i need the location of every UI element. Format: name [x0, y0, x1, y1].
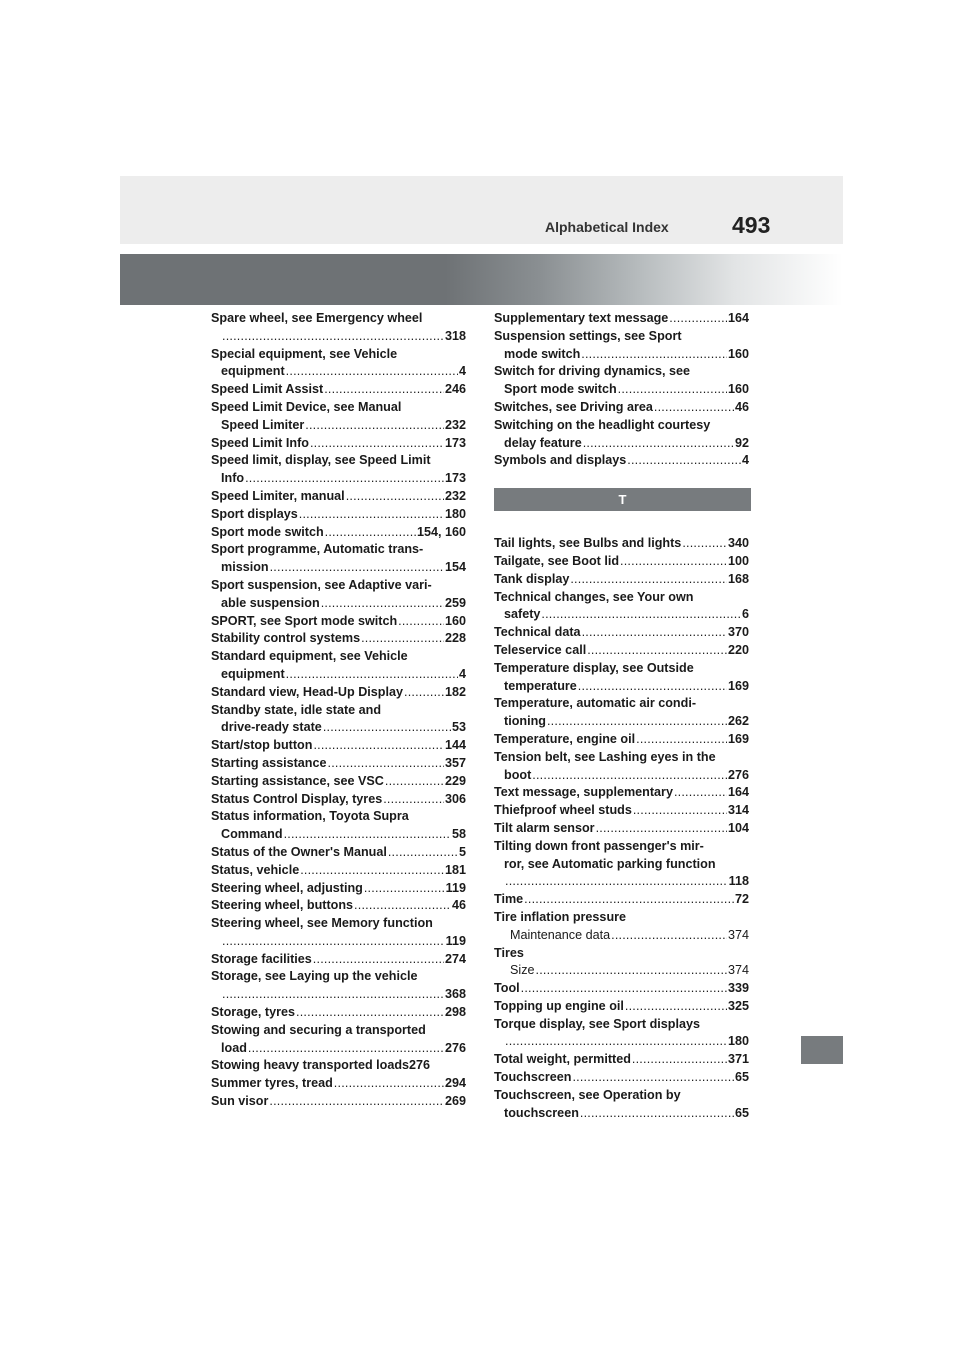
- dot-leader: [404, 684, 444, 702]
- index-entry: [211, 648, 466, 684]
- index-subentry: [494, 962, 749, 980]
- index-page-ref: 325: [727, 998, 749, 1013]
- dot-leader: [269, 1093, 444, 1111]
- dot-leader: [346, 488, 444, 506]
- index-entry-text: Tool: [494, 981, 520, 996]
- index-page-ref: 65: [734, 1070, 749, 1085]
- index-entry-text: Tire inflation pressure: [494, 909, 627, 924]
- dot-leader: [286, 666, 458, 684]
- index-entry: [211, 630, 466, 648]
- index-entry: [494, 802, 749, 820]
- dot-leader: [310, 435, 444, 453]
- index-entry-text: equipment: [221, 364, 285, 379]
- index-page-ref: 58: [451, 827, 466, 842]
- index-entry-text: temperature: [504, 678, 577, 693]
- index-entry-text: Temperature, engine oil: [494, 731, 636, 746]
- index-entry-text: Starting assistance, see VSC: [211, 773, 384, 788]
- index-page-ref: 4: [458, 666, 466, 681]
- index-entry-text: Switches, see Driving area: [494, 399, 653, 414]
- index-entry-text: Sport suspension, see Adaptive vari-: [211, 577, 432, 592]
- index-entry: [211, 808, 466, 844]
- index-entry-text: Stability control systems: [211, 631, 361, 646]
- dot-leader: [313, 737, 444, 755]
- dot-leader: [321, 595, 444, 613]
- index-entry-text: Temperature, automatic air condi-: [494, 696, 697, 711]
- index-page-ref: 246: [444, 382, 466, 397]
- index-page-ref: 92: [734, 435, 749, 450]
- dot-leader: [547, 713, 727, 731]
- index-entry-text: Topping up engine oil: [494, 998, 624, 1013]
- dot-leader: [596, 820, 727, 838]
- index-entry-text: Standard equipment, see Vehicle: [211, 649, 408, 664]
- index-page-ref: 228: [444, 631, 466, 646]
- index-entry: [494, 980, 749, 998]
- header-gradient-band: [120, 254, 843, 305]
- index-entry: [494, 399, 749, 417]
- dot-leader: [328, 755, 444, 773]
- index-entry: [494, 417, 749, 453]
- dot-leader: [587, 642, 727, 660]
- index-entry-text: Stowing and securing a transported: [211, 1022, 426, 1037]
- index-page-ref: 100: [727, 553, 749, 568]
- index-page-ref: 53: [451, 720, 466, 735]
- index-entry: [211, 968, 466, 1004]
- page-number: 493: [732, 212, 771, 238]
- index-entry: [211, 1075, 466, 1093]
- index-page-ref: 339: [727, 981, 749, 996]
- index-entry: [494, 363, 749, 399]
- index-entry-text: Sport programme, Automatic trans-: [211, 542, 424, 557]
- index-page-ref: 72: [734, 892, 749, 907]
- dot-leader: [222, 986, 444, 1004]
- index-entry: [211, 310, 466, 346]
- index-entry: [211, 541, 466, 577]
- index-entry: [211, 702, 466, 738]
- index-entry: [211, 1093, 466, 1111]
- index-page-ref: 229: [444, 773, 466, 788]
- index-entry: [211, 684, 466, 702]
- index-entry-text: mode switch: [504, 346, 581, 361]
- index-page-ref: 294: [444, 1076, 466, 1091]
- index-entry: [494, 660, 749, 696]
- dot-leader: [669, 310, 727, 328]
- index-entry: [211, 435, 466, 453]
- index-page-ref: 220: [727, 642, 749, 657]
- index-entry-text: Sport mode switch: [504, 382, 617, 397]
- index-page-ref: 5: [458, 844, 466, 859]
- index-page-ref: 181: [444, 862, 466, 877]
- dot-leader: [222, 933, 445, 951]
- index-entry-text: ror, see Automatic parking function: [504, 856, 716, 871]
- index-entry-text: Tension belt, see Lashing eyes in the: [494, 749, 716, 764]
- index-entry-text: Thiefproof wheel studs: [494, 803, 632, 818]
- index-entry-text: Command: [221, 827, 283, 842]
- index-entry-text: Time: [494, 892, 524, 907]
- index-entry-text: Summer tyres, tread: [211, 1076, 333, 1091]
- index-entry: [494, 695, 749, 731]
- dot-leader: [222, 328, 444, 346]
- index-entry-text: tioning: [504, 714, 546, 729]
- dot-leader: [618, 381, 727, 399]
- dot-leader: [674, 784, 727, 802]
- index-page-ref: 119: [445, 933, 466, 948]
- dot-leader: [505, 873, 728, 891]
- index-entry: [494, 820, 749, 838]
- index-page-ref: 160: [727, 346, 749, 361]
- index-entry: [494, 328, 749, 364]
- index-entry-text: SPORT, see Sport mode switch: [211, 613, 398, 628]
- index-entry: [494, 1016, 749, 1052]
- index-entry: [494, 1069, 749, 1087]
- index-entry-text: Tailgate, see Boot lid: [494, 553, 620, 568]
- index-page-ref: 154, 160: [416, 524, 466, 539]
- index-entry-text: Status of the Owner's Manual: [211, 844, 387, 859]
- dot-leader: [654, 399, 734, 417]
- index-entry-text: Spare wheel, see Emergency wheel: [211, 311, 423, 325]
- index-page-ref: 154: [444, 560, 466, 575]
- dot-leader: [361, 630, 444, 648]
- index-entry: [494, 624, 749, 642]
- index-entry-text: Tank display: [494, 571, 570, 586]
- dot-leader: [682, 535, 727, 553]
- index-entry: [211, 1004, 466, 1022]
- index-entry-text: Speed limit, display, see Speed Limit: [211, 453, 431, 468]
- index-page-ref: 274: [444, 951, 466, 966]
- index-entry: [494, 909, 749, 927]
- index-entry-text: Technical data: [494, 625, 581, 640]
- index-entry-text: Speed Limit Assist: [211, 382, 324, 397]
- dot-leader: [299, 506, 444, 524]
- index-page-ref: 180: [444, 506, 466, 521]
- dot-leader: [398, 613, 444, 631]
- index-entry-text: Switching on the headlight courtesy: [494, 417, 711, 432]
- dot-leader: [636, 731, 727, 749]
- index-entry-text: Status, vehicle: [211, 862, 300, 877]
- index-page-ref: 144: [444, 738, 466, 753]
- index-entry-text: Torque display, see Sport displays: [494, 1016, 700, 1031]
- index-entry-text: Storage, tyres: [211, 1005, 295, 1020]
- index-entry-text: able suspension: [221, 595, 320, 610]
- index-page-ref: 182: [444, 684, 466, 699]
- index-entry: [494, 535, 749, 553]
- index-page-ref: 374: [727, 927, 749, 942]
- index-page-ref: 118: [728, 874, 749, 889]
- index-entry-text: Sport mode switch: [211, 524, 324, 539]
- dot-leader: [578, 678, 727, 696]
- index-entry-text: Supplementary text message: [494, 311, 669, 325]
- index-entry-text: Tail lights, see Bulbs and lights: [494, 536, 682, 551]
- index-group-s: [494, 310, 749, 470]
- dot-leader: [245, 470, 444, 488]
- index-entry-text: Temperature display, see Outside: [494, 660, 694, 675]
- index-entry-text: Text message, supplementary: [494, 785, 673, 800]
- index-entry: [211, 880, 466, 898]
- dot-leader: [300, 862, 444, 880]
- index-entry-text: Touchscreen, see Operation by: [494, 1087, 681, 1102]
- index-entry-text: Speed Limiter: [221, 417, 305, 432]
- index-page-ref: 357: [444, 755, 466, 770]
- dot-leader: [296, 1004, 444, 1022]
- index-entry: [494, 731, 749, 749]
- index-page-ref: 119: [445, 880, 466, 895]
- index-page-ref: 6: [741, 607, 749, 622]
- dot-leader: [385, 773, 444, 791]
- index-entry-text: Storage, see Laying up the vehicle: [211, 969, 418, 984]
- index-page-ref: 368: [444, 987, 466, 1002]
- index-entry-text: Speed Limit Device, see Manual: [211, 399, 402, 414]
- dot-leader: [284, 826, 451, 844]
- index-page-ref: 232: [444, 488, 466, 503]
- index-entry-text: Status Control Display, tyres: [211, 791, 383, 806]
- index-page-ref: 232: [444, 417, 466, 432]
- dot-leader: [524, 891, 734, 909]
- index-entry-text: Steering wheel, buttons: [211, 898, 354, 913]
- index-entry-text: Suspension settings, see Sport: [494, 328, 682, 343]
- index-page-ref: 46: [734, 399, 749, 414]
- index-entry-text: Touchscreen: [494, 1070, 572, 1085]
- index-entry: [494, 1051, 749, 1069]
- index-entry-text: touchscreen: [504, 1105, 579, 1120]
- index-entry-text: Sport displays: [211, 506, 298, 521]
- index-entry-text: load: [221, 1040, 247, 1055]
- index-entry: [211, 613, 466, 631]
- index-page-ref: 160: [727, 382, 749, 397]
- index-entry: [494, 452, 749, 470]
- index-entry-text: Tilt alarm sensor: [494, 820, 595, 835]
- index-entry-text: Stowing heavy transported loads: [211, 1058, 410, 1073]
- thumb-index-tab: [801, 1036, 843, 1064]
- index-entry-text: Storage facilities: [211, 951, 312, 966]
- dot-leader: [383, 791, 444, 809]
- index-entry: [494, 838, 749, 891]
- index-entry: [211, 862, 466, 880]
- index-entry-text: mission: [221, 560, 269, 575]
- dot-leader: [270, 559, 444, 577]
- index-entry-text: Speed Limiter, manual: [211, 488, 345, 503]
- index-entry-text: equipment: [221, 666, 285, 681]
- index-entry: [494, 310, 749, 328]
- index-entry-text: boot: [504, 767, 532, 782]
- index-entry-text: Speed Limit Info: [211, 435, 309, 450]
- index-entry: [211, 951, 466, 969]
- index-entry: [494, 784, 749, 802]
- dot-leader: [581, 346, 727, 364]
- dot-leader: [627, 452, 741, 470]
- section-title: Alphabetical Index: [545, 219, 669, 235]
- index-page-ref: 169: [727, 678, 749, 693]
- index-page-ref: 65: [734, 1105, 749, 1120]
- index-entry: [494, 642, 749, 660]
- dot-leader: [305, 417, 444, 435]
- dot-leader: [541, 606, 741, 624]
- dot-leader: [611, 927, 727, 945]
- index-entry-text: Symbols and displays: [494, 453, 627, 468]
- dot-leader: [323, 719, 451, 737]
- index-group-t: [494, 535, 749, 1122]
- dot-leader: [505, 1033, 727, 1051]
- index-entry-text: Sun visor: [211, 1094, 269, 1109]
- index-page-ref: 276: [409, 1058, 431, 1073]
- index-column-left: [211, 310, 466, 1111]
- index-page-ref: 4: [458, 364, 466, 379]
- index-entry-text: Teleservice call: [494, 642, 587, 657]
- index-page-ref: 168: [727, 571, 749, 586]
- index-entry: [211, 524, 466, 542]
- index-page-ref: 4: [741, 453, 749, 468]
- dot-leader: [632, 1051, 727, 1069]
- index-entry: [211, 844, 466, 862]
- index-entry: [211, 1057, 466, 1075]
- dot-leader: [620, 553, 727, 571]
- index-entry-text: Total weight, permitted: [494, 1052, 631, 1067]
- index-entry: [211, 773, 466, 791]
- index-entry-text: Starting assistance: [211, 755, 327, 770]
- index-page-ref: 104: [727, 820, 749, 835]
- index-page-ref: 262: [727, 714, 749, 729]
- dot-leader: [532, 767, 727, 785]
- index-entry: [494, 553, 749, 571]
- dot-leader: [521, 980, 727, 998]
- index-entry: [494, 589, 749, 625]
- index-page-ref: 340: [727, 536, 749, 551]
- index-column-right: [494, 310, 749, 1122]
- index-entry-text: Steering wheel, adjusting: [211, 880, 363, 895]
- dot-leader: [583, 435, 734, 453]
- dot-leader: [580, 1105, 734, 1123]
- index-entry-text: Technical changes, see Your own: [494, 589, 694, 604]
- dot-leader: [334, 1075, 444, 1093]
- index-page-ref: 160: [444, 613, 466, 628]
- index-entry-text: Standard view, Head-Up Display: [211, 684, 403, 699]
- dot-leader: [625, 998, 727, 1016]
- index-page-ref: 173: [444, 435, 466, 450]
- index-entry-text: delay feature: [504, 435, 582, 450]
- dot-leader: [325, 524, 416, 542]
- dot-leader: [388, 844, 458, 862]
- index-entry: [211, 346, 466, 382]
- index-page-ref: 276: [727, 767, 749, 782]
- dot-leader: [572, 1069, 734, 1087]
- index-entry: [211, 915, 466, 951]
- dot-leader: [633, 802, 727, 820]
- index-entry-text: Size: [510, 963, 535, 978]
- index-entry: [211, 897, 466, 915]
- index-page-ref: 318: [444, 328, 466, 343]
- index-entry-text: Info: [221, 471, 245, 486]
- index-entry-text: Tires: [494, 945, 524, 960]
- dot-leader: [324, 381, 444, 399]
- index-page-ref: 374: [727, 963, 749, 978]
- index-entry-text: safety: [504, 607, 541, 622]
- index-page-ref: 269: [444, 1094, 466, 1109]
- index-entry: [494, 891, 749, 909]
- index-page-ref: 164: [727, 311, 749, 325]
- index-entry: [211, 452, 466, 488]
- index-entry-text: Standby state, idle state and: [211, 702, 382, 717]
- dot-leader: [570, 571, 727, 589]
- index-page-ref: 259: [444, 595, 466, 610]
- index-entry: [211, 577, 466, 613]
- dot-leader: [364, 880, 445, 898]
- index-page-ref: 180: [727, 1034, 749, 1049]
- index-page-ref: 370: [727, 625, 749, 640]
- index-entry: [494, 998, 749, 1016]
- index-page-ref: 46: [451, 898, 466, 913]
- index-entry: [211, 791, 466, 809]
- index-entry-text: drive-ready state: [221, 720, 322, 735]
- index-entry-text: Special equipment, see Vehicle: [211, 346, 398, 361]
- index-entry-text: Maintenance data: [510, 927, 611, 942]
- index-entry-text: Status information, Toyota Supra: [211, 809, 409, 824]
- index-subentry: [494, 927, 749, 945]
- index-entry: [211, 755, 466, 773]
- index-entry-text: Switch for driving dynamics, see: [494, 364, 690, 379]
- index-entry-text: Start/stop button: [211, 738, 313, 753]
- index-page-ref: 298: [444, 1005, 466, 1020]
- index-page-ref: 371: [727, 1052, 749, 1067]
- index-entry: [494, 571, 749, 589]
- index-entry: [211, 381, 466, 399]
- index-entry: [211, 506, 466, 524]
- dot-leader: [354, 897, 451, 915]
- index-entry: [494, 945, 749, 963]
- index-page-ref: 314: [727, 803, 749, 818]
- index-page-ref: 276: [444, 1040, 466, 1055]
- index-page-ref: 169: [727, 731, 749, 746]
- index-entry: [494, 749, 749, 785]
- index-page-ref: 306: [444, 791, 466, 806]
- index-entry-text: Tilting down front passenger's mir-: [494, 838, 704, 853]
- index-page-ref: 173: [444, 471, 466, 486]
- index-entry: [211, 737, 466, 755]
- index-entry: [211, 1022, 466, 1058]
- index-entry: [211, 399, 466, 435]
- index-entry-text: Steering wheel, see Memory function: [211, 916, 433, 931]
- dot-leader: [248, 1040, 444, 1058]
- index-page-ref: 164: [727, 785, 749, 800]
- letter-heading-t: T: [494, 488, 751, 511]
- dot-leader: [286, 363, 458, 381]
- dot-leader: [582, 624, 727, 642]
- dot-leader: [313, 951, 444, 969]
- index-entry: [494, 1087, 749, 1123]
- dot-leader: [536, 962, 727, 980]
- index-entry: [211, 488, 466, 506]
